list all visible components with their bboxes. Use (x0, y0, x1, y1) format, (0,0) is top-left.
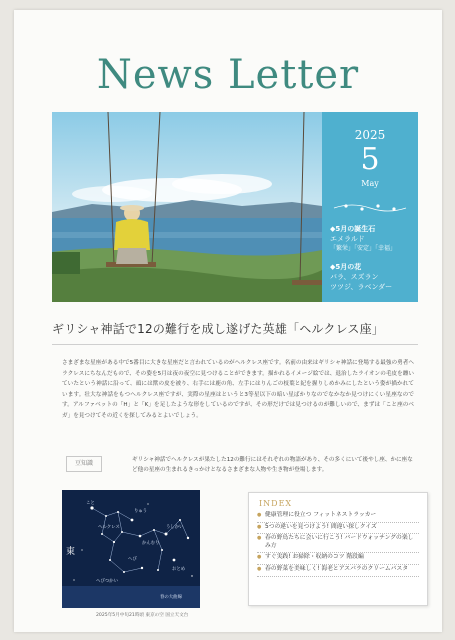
birthstone-meaning: 「繁栄」「安定」「幸福」 (330, 245, 397, 252)
star-map (62, 490, 200, 608)
birthstone-name: エメラルド (330, 235, 365, 243)
masthead-title: News Letter (96, 52, 360, 98)
star-label-virgo: おとめ (172, 567, 186, 572)
index-box (248, 492, 428, 606)
star-label-draco: りゅう (134, 509, 148, 514)
index-title: INDEX (259, 499, 293, 508)
birthstone-info (330, 224, 396, 254)
star-label-serpens: へび (128, 557, 137, 562)
calendar-year: 2025 (354, 128, 386, 142)
calendar-month-name: May (361, 179, 379, 188)
star-label-lyra: こと (86, 501, 95, 506)
swing-photo-illustration (52, 112, 322, 302)
star-map-svg (62, 490, 200, 608)
calendar-panel (322, 112, 418, 302)
star-label-bootes: うしかい (166, 525, 184, 530)
index-item: ● 5つの違いを見つけよう! 間違い探しクイズ (257, 523, 419, 535)
flower-line-2: ツツジ、ラベンダー (330, 283, 393, 291)
glossary-text: ギリシャ神話でヘルクレスが果たした12の難行にはそれぞれの物語があり、その多くにいて後やし座、かに座など他の星座の生まれるきっかけとなるさまざまな人物や生き物が登場します。 (132, 457, 413, 473)
index-item: ● 春の野鳥たちに会いに行こう! バードウォッチングの楽しみ方 (257, 534, 419, 553)
star-label-corona: かんむり (142, 541, 160, 546)
flower-heading: ◆5月の花 (330, 263, 362, 271)
index-item: ● すぐ実践! お掃除・収納のコツ 階段編 (257, 553, 419, 565)
newsletter-page (14, 10, 442, 632)
article-body: さまざまな星座がある中で5番目に大きな星座だと言われているのがヘルクレス座です。名前の由来はギリシャ神話に登場する最強の勇者ヘラクレスにちなんだもので、その姿を5月は夜の夜空に見つけることができます。描かれるイメージ絵では、退治したライオンの毛皮を纏いていたという神話に沿って、頭には獣の皮を被り、右手には鹿の角、左手にはりんごの枝葉と紀を握りしめかみにしたという姿が描かれています。壮大な神話をもつヘルクレス座ですが、実際の星座はというと3等星以下の暗い星ばかりなのでなかなか見つけにくい星座なのです。アルファベットの「H」と「K」を足したような形をしているのですが、その形だけでは見つけるのが難しいので、まずは「こと座のベガ」を見つけてその近くを探してみるとよいでしょう。 (62, 360, 414, 419)
flower-info (330, 262, 392, 292)
star-map-caption: 2025年5月中旬21時頃 東京の空 国立天文台 (96, 613, 189, 618)
index-item: ● 春の野菜を美味しく! 海老とアスパラのクリームパスタ (257, 565, 419, 577)
glossary-tag: 豆知識 (66, 456, 102, 472)
star-label-hercules: ヘルクレス (98, 525, 120, 530)
calendar-month: 5 (360, 142, 380, 177)
star-label-spring-curve: 春の大曲線 (160, 595, 182, 600)
floral-ornament-icon (332, 200, 408, 214)
article-headline: ギリシャ神話で12の難行を成し遂げた英雄「ヘルクレス座」 (52, 322, 385, 336)
index-item: ● 健康管理に役立つ フィットネストラッカー (257, 511, 419, 523)
birthstone-heading: ◆5月の誕生石 (330, 225, 376, 233)
star-label-ophiuchus: ヘびつかい (96, 579, 118, 584)
hero-photo (52, 112, 322, 302)
star-map-direction: 東 (66, 547, 76, 557)
index-list (257, 511, 419, 577)
flower-line-1: バラ、スズラン (330, 273, 379, 281)
headline-divider (52, 344, 418, 345)
hero-section (52, 112, 418, 302)
